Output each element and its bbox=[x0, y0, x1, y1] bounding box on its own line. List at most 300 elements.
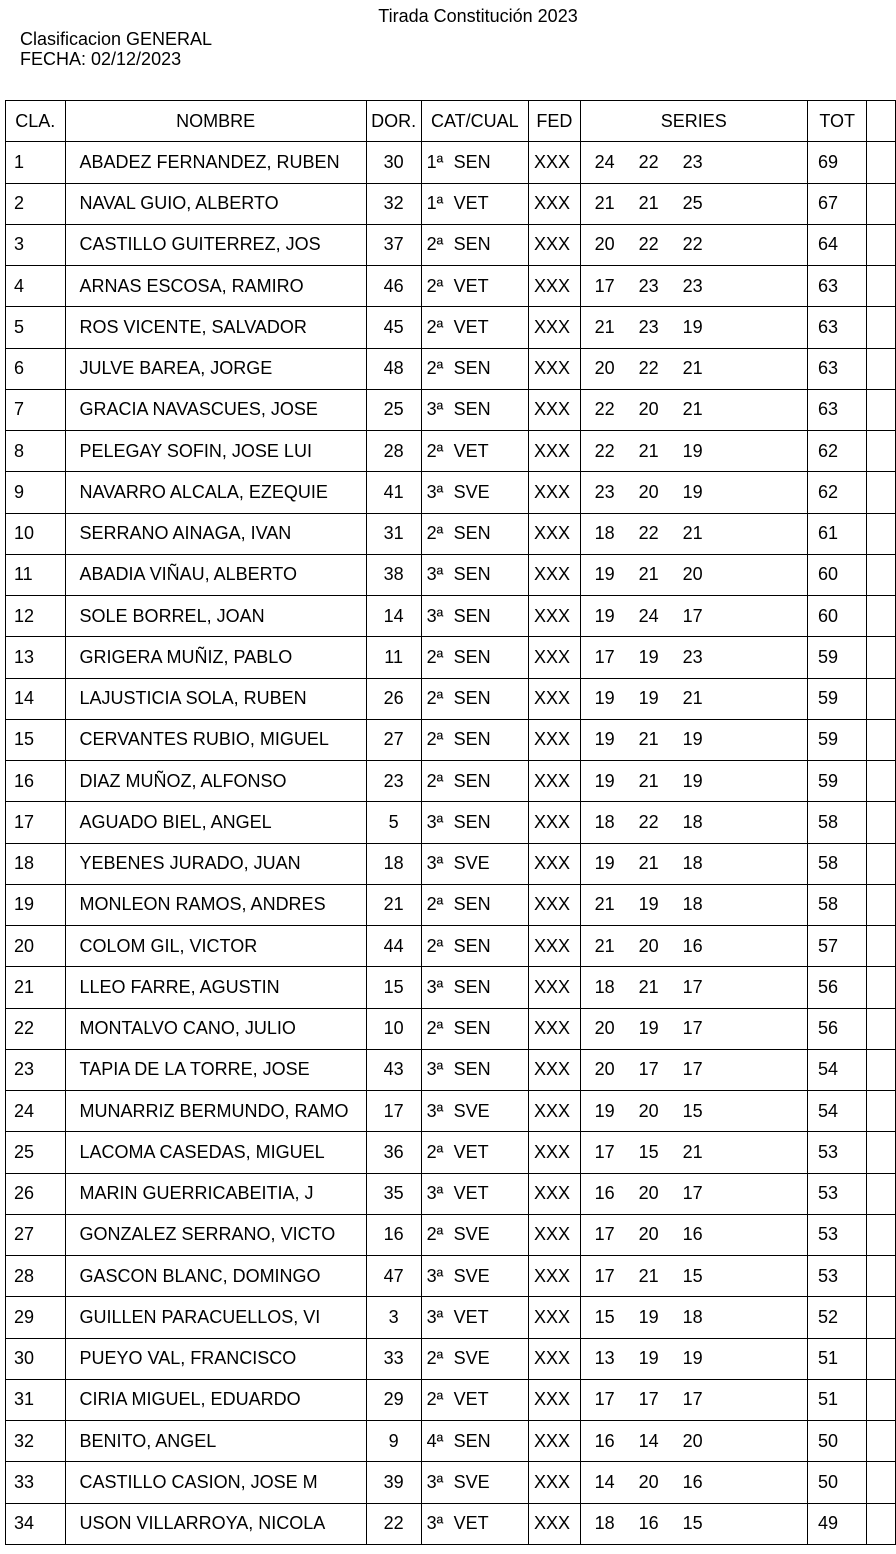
cell-cat-cual bbox=[421, 678, 528, 719]
cell-tot: 54 bbox=[807, 1049, 867, 1090]
cell-fed: XXX bbox=[529, 637, 581, 678]
cell-qualification: VET bbox=[453, 1513, 489, 1534]
series-3: 20 bbox=[682, 1430, 703, 1451]
cell-series bbox=[580, 1297, 807, 1338]
cell-dor: 46 bbox=[366, 266, 421, 307]
cell-tot: 63 bbox=[807, 389, 867, 430]
cell-qualification: VET bbox=[453, 316, 489, 337]
cell-cla: 4 bbox=[6, 266, 66, 307]
series-3: 15 bbox=[682, 1265, 703, 1286]
series-3: 17 bbox=[682, 1059, 703, 1080]
cell-qualification: VET bbox=[453, 275, 489, 296]
series-1: 21 bbox=[594, 316, 615, 337]
cell-tot: 63 bbox=[807, 266, 867, 307]
table-row bbox=[6, 967, 896, 1008]
cell-nombre: YEBENES JURADO, JUAN bbox=[65, 843, 366, 884]
cell-series bbox=[580, 1132, 807, 1173]
cell-tot: 50 bbox=[807, 1462, 867, 1503]
cell-series bbox=[580, 1462, 807, 1503]
series-2: 20 bbox=[638, 935, 659, 956]
cell-tot: 58 bbox=[807, 802, 867, 843]
series-3: 20 bbox=[682, 564, 703, 585]
cell-qualification: VET bbox=[453, 1183, 489, 1204]
series-2: 19 bbox=[638, 1348, 659, 1369]
cell-fed: XXX bbox=[529, 1379, 581, 1420]
cell-tot: 63 bbox=[807, 348, 867, 389]
cell-category: 3ª bbox=[426, 1100, 444, 1121]
cell-tot: 63 bbox=[807, 307, 867, 348]
cell-tot: 59 bbox=[807, 678, 867, 719]
cell-extra bbox=[867, 678, 896, 719]
cell-dor: 11 bbox=[366, 637, 421, 678]
cell-nombre: ABADIA VIÑAU, ALBERTO bbox=[65, 554, 366, 595]
cell-series bbox=[580, 1008, 807, 1049]
cell-fed: XXX bbox=[529, 1421, 581, 1462]
series-3: 21 bbox=[682, 688, 703, 709]
cell-fed: XXX bbox=[529, 266, 581, 307]
cell-category: 3ª bbox=[426, 399, 444, 420]
series-3: 18 bbox=[682, 811, 703, 832]
series-3: 21 bbox=[682, 358, 703, 379]
cell-cat-cual bbox=[421, 266, 528, 307]
cell-cla: 24 bbox=[6, 1091, 66, 1132]
series-3: 18 bbox=[682, 853, 703, 874]
table-row bbox=[6, 1379, 896, 1420]
cell-qualification: SEN bbox=[453, 1059, 491, 1080]
cell-cat-cual bbox=[421, 761, 528, 802]
cell-qualification: SVE bbox=[453, 853, 490, 874]
cell-category: 3ª bbox=[426, 976, 444, 997]
cell-category: 2ª bbox=[426, 935, 444, 956]
cell-qualification: SEN bbox=[453, 935, 491, 956]
cell-extra bbox=[867, 1256, 896, 1297]
cell-fed: XXX bbox=[529, 1049, 581, 1090]
cell-cla: 21 bbox=[6, 967, 66, 1008]
cell-cat-cual bbox=[421, 1338, 528, 1379]
cell-cat-cual bbox=[421, 1214, 528, 1255]
cell-dor: 9 bbox=[366, 1421, 421, 1462]
cell-dor: 47 bbox=[366, 1256, 421, 1297]
cell-series bbox=[580, 1503, 807, 1544]
cell-series bbox=[580, 142, 807, 183]
table-row bbox=[6, 431, 896, 472]
cell-tot: 53 bbox=[807, 1173, 867, 1214]
series-3: 19 bbox=[682, 481, 703, 502]
cell-cla: 29 bbox=[6, 1297, 66, 1338]
cell-dor: 17 bbox=[366, 1091, 421, 1132]
cell-tot: 69 bbox=[807, 142, 867, 183]
cell-series bbox=[580, 1173, 807, 1214]
cell-category: 3ª bbox=[426, 1471, 444, 1492]
cell-fed: XXX bbox=[529, 472, 581, 513]
cell-dor: 23 bbox=[366, 761, 421, 802]
series-3: 19 bbox=[682, 770, 703, 791]
cell-qualification: SVE bbox=[453, 1224, 490, 1245]
cell-extra bbox=[867, 348, 896, 389]
cell-tot: 62 bbox=[807, 472, 867, 513]
series-1: 20 bbox=[594, 234, 615, 255]
series-2: 15 bbox=[638, 1141, 659, 1162]
series-2: 20 bbox=[638, 1183, 659, 1204]
cell-qualification: SEN bbox=[453, 1430, 491, 1451]
cell-series bbox=[580, 1338, 807, 1379]
series-1: 21 bbox=[594, 935, 615, 956]
table-row bbox=[6, 513, 896, 554]
cell-cla: 13 bbox=[6, 637, 66, 678]
series-2: 14 bbox=[638, 1430, 659, 1451]
table-row bbox=[6, 142, 896, 183]
series-2: 17 bbox=[638, 1389, 659, 1410]
cell-cla: 30 bbox=[6, 1338, 66, 1379]
cell-fed: XXX bbox=[529, 1503, 581, 1544]
series-1: 17 bbox=[594, 1265, 615, 1286]
cell-nombre: GONZALEZ SERRANO, VICTO bbox=[65, 1214, 366, 1255]
cell-fed: XXX bbox=[529, 431, 581, 472]
series-1: 19 bbox=[594, 770, 615, 791]
cell-dor: 27 bbox=[366, 719, 421, 760]
cell-extra bbox=[867, 719, 896, 760]
series-1: 20 bbox=[594, 358, 615, 379]
series-3: 19 bbox=[682, 440, 703, 461]
series-2: 19 bbox=[638, 894, 659, 915]
cell-nombre: ROS VICENTE, SALVADOR bbox=[65, 307, 366, 348]
table-row bbox=[6, 926, 896, 967]
cell-series bbox=[580, 884, 807, 925]
table-row bbox=[6, 1008, 896, 1049]
cell-fed: XXX bbox=[529, 348, 581, 389]
cell-category: 2ª bbox=[426, 523, 444, 544]
series-1: 18 bbox=[594, 976, 615, 997]
cell-cla: 20 bbox=[6, 926, 66, 967]
cell-nombre: TAPIA DE LA TORRE, JOSE bbox=[65, 1049, 366, 1090]
series-3: 19 bbox=[682, 1348, 703, 1369]
series-3: 17 bbox=[682, 1183, 703, 1204]
table-row bbox=[6, 307, 896, 348]
cell-tot: 58 bbox=[807, 884, 867, 925]
cell-fed: XXX bbox=[529, 1462, 581, 1503]
cell-dor: 29 bbox=[366, 1379, 421, 1420]
series-2: 19 bbox=[638, 646, 659, 667]
cell-tot: 51 bbox=[807, 1379, 867, 1420]
cell-cat-cual bbox=[421, 389, 528, 430]
cell-extra bbox=[867, 513, 896, 554]
cell-extra bbox=[867, 1173, 896, 1214]
cell-tot: 58 bbox=[807, 843, 867, 884]
series-2: 21 bbox=[638, 729, 659, 750]
series-1: 15 bbox=[594, 1306, 615, 1327]
series-1: 17 bbox=[594, 275, 615, 296]
cell-cat-cual bbox=[421, 307, 528, 348]
cell-category: 2ª bbox=[426, 234, 444, 255]
cell-dor: 31 bbox=[366, 513, 421, 554]
cell-category: 2ª bbox=[426, 440, 444, 461]
series-1: 19 bbox=[594, 853, 615, 874]
cell-category: 2ª bbox=[426, 358, 444, 379]
series-3: 18 bbox=[682, 1306, 703, 1327]
table-row bbox=[6, 1338, 896, 1379]
cell-extra bbox=[867, 1008, 896, 1049]
series-1: 18 bbox=[594, 811, 615, 832]
series-1: 19 bbox=[594, 688, 615, 709]
table-row bbox=[6, 1214, 896, 1255]
cell-extra bbox=[867, 1049, 896, 1090]
table-body bbox=[6, 142, 896, 1545]
series-1: 19 bbox=[594, 564, 615, 585]
cell-category: 1ª bbox=[426, 151, 444, 172]
cell-category: 3ª bbox=[426, 1513, 444, 1534]
cell-cat-cual bbox=[421, 1008, 528, 1049]
cell-extra bbox=[867, 554, 896, 595]
series-1: 17 bbox=[594, 1141, 615, 1162]
cell-qualification: SEN bbox=[453, 605, 491, 626]
cell-extra bbox=[867, 224, 896, 265]
cell-cla: 1 bbox=[6, 142, 66, 183]
cell-category: 2ª bbox=[426, 646, 444, 667]
table-row bbox=[6, 761, 896, 802]
cell-series bbox=[580, 431, 807, 472]
cell-dor: 22 bbox=[366, 1503, 421, 1544]
cell-series bbox=[580, 1214, 807, 1255]
cell-cla: 17 bbox=[6, 802, 66, 843]
cell-extra bbox=[867, 884, 896, 925]
series-3: 18 bbox=[682, 894, 703, 915]
cell-series bbox=[580, 224, 807, 265]
cell-series bbox=[580, 183, 807, 224]
cell-cat-cual bbox=[421, 183, 528, 224]
cell-series bbox=[580, 513, 807, 554]
cell-fed: XXX bbox=[529, 224, 581, 265]
cell-cla: 12 bbox=[6, 596, 66, 637]
series-1: 17 bbox=[594, 1389, 615, 1410]
cell-series bbox=[580, 348, 807, 389]
cell-cat-cual bbox=[421, 1256, 528, 1297]
cell-cat-cual bbox=[421, 1462, 528, 1503]
classification-label: Clasificacion GENERAL bbox=[20, 29, 213, 49]
cell-tot: 53 bbox=[807, 1132, 867, 1173]
cell-nombre: BENITO, ANGEL bbox=[65, 1421, 366, 1462]
column-header-fed: FED bbox=[529, 101, 581, 142]
cell-fed: XXX bbox=[529, 843, 581, 884]
series-1: 17 bbox=[594, 646, 615, 667]
cell-tot: 56 bbox=[807, 967, 867, 1008]
series-2: 21 bbox=[638, 193, 659, 214]
cell-cla: 7 bbox=[6, 389, 66, 430]
cell-extra bbox=[867, 1132, 896, 1173]
column-header-cat-cual: CAT/CUAL bbox=[421, 101, 528, 142]
series-2: 21 bbox=[638, 1265, 659, 1286]
cell-nombre: LAJUSTICIA SOLA, RUBEN bbox=[65, 678, 366, 719]
cell-cat-cual bbox=[421, 431, 528, 472]
table-row bbox=[6, 554, 896, 595]
series-3: 17 bbox=[682, 1018, 703, 1039]
table-row bbox=[6, 719, 896, 760]
series-3: 16 bbox=[682, 1224, 703, 1245]
cell-cat-cual bbox=[421, 719, 528, 760]
cell-category: 3ª bbox=[426, 1306, 444, 1327]
cell-series bbox=[580, 1256, 807, 1297]
cell-qualification: SEN bbox=[453, 151, 491, 172]
cell-category: 3ª bbox=[426, 481, 444, 502]
table-row bbox=[6, 678, 896, 719]
series-2: 21 bbox=[638, 976, 659, 997]
cell-category: 2ª bbox=[426, 1389, 444, 1410]
cell-cat-cual bbox=[421, 142, 528, 183]
date-label: FECHA: 02/12/2023 bbox=[20, 49, 182, 69]
column-header-series: SERIES bbox=[580, 101, 807, 142]
cell-fed: XXX bbox=[529, 719, 581, 760]
cell-fed: XXX bbox=[529, 389, 581, 430]
cell-nombre: USON VILLARROYA, NICOLA bbox=[65, 1503, 366, 1544]
cell-qualification: SEN bbox=[453, 646, 491, 667]
table-row bbox=[6, 348, 896, 389]
cell-nombre: ABADEZ FERNANDEZ, RUBEN bbox=[65, 142, 366, 183]
cell-nombre: JULVE BAREA, JORGE bbox=[65, 348, 366, 389]
cell-extra bbox=[867, 843, 896, 884]
cell-cat-cual bbox=[421, 1503, 528, 1544]
series-1: 13 bbox=[594, 1348, 615, 1369]
cell-tot: 53 bbox=[807, 1214, 867, 1255]
cell-dor: 25 bbox=[366, 389, 421, 430]
column-header-dor: DOR. bbox=[366, 101, 421, 142]
table-row bbox=[6, 1091, 896, 1132]
cell-nombre: CASTILLO CASION, JOSE M bbox=[65, 1462, 366, 1503]
cell-category: 2ª bbox=[426, 1348, 444, 1369]
cell-cla: 18 bbox=[6, 843, 66, 884]
cell-cla: 11 bbox=[6, 554, 66, 595]
series-3: 21 bbox=[682, 523, 703, 544]
series-2: 16 bbox=[638, 1513, 659, 1534]
table-row bbox=[6, 1421, 896, 1462]
cell-nombre: GUILLEN PARACUELLOS, VI bbox=[65, 1297, 366, 1338]
cell-qualification: SEN bbox=[453, 523, 491, 544]
cell-dor: 41 bbox=[366, 472, 421, 513]
cell-qualification: VET bbox=[453, 193, 489, 214]
series-1: 14 bbox=[594, 1471, 615, 1492]
cell-cat-cual bbox=[421, 967, 528, 1008]
cell-extra bbox=[867, 596, 896, 637]
cell-fed: XXX bbox=[529, 183, 581, 224]
cell-nombre: AGUADO BIEL, ANGEL bbox=[65, 802, 366, 843]
cell-extra bbox=[867, 761, 896, 802]
cell-tot: 67 bbox=[807, 183, 867, 224]
series-2: 19 bbox=[638, 688, 659, 709]
cell-fed: XXX bbox=[529, 1256, 581, 1297]
cell-cat-cual bbox=[421, 1173, 528, 1214]
cell-extra bbox=[867, 1297, 896, 1338]
cell-dor: 32 bbox=[366, 183, 421, 224]
cell-category: 2ª bbox=[426, 275, 444, 296]
series-2: 22 bbox=[638, 234, 659, 255]
table-row bbox=[6, 1462, 896, 1503]
cell-qualification: SVE bbox=[453, 1265, 490, 1286]
cell-cat-cual bbox=[421, 1379, 528, 1420]
cell-cla: 5 bbox=[6, 307, 66, 348]
series-3: 21 bbox=[682, 399, 703, 420]
cell-qualification: SVE bbox=[453, 1100, 490, 1121]
cell-cla: 25 bbox=[6, 1132, 66, 1173]
cell-category: 3ª bbox=[426, 564, 444, 585]
series-2: 22 bbox=[638, 151, 659, 172]
cell-extra bbox=[867, 967, 896, 1008]
column-header-cla: CLA. bbox=[6, 101, 66, 142]
series-3: 22 bbox=[682, 234, 703, 255]
cell-qualification: SEN bbox=[453, 894, 491, 915]
series-2: 23 bbox=[638, 275, 659, 296]
cell-qualification: SEN bbox=[453, 1018, 491, 1039]
cell-cat-cual bbox=[421, 472, 528, 513]
cell-cat-cual bbox=[421, 1132, 528, 1173]
cell-qualification: SVE bbox=[453, 1348, 490, 1369]
cell-tot: 64 bbox=[807, 224, 867, 265]
cell-fed: XXX bbox=[529, 926, 581, 967]
series-1: 19 bbox=[594, 605, 615, 626]
cell-extra bbox=[867, 266, 896, 307]
series-3: 23 bbox=[682, 151, 703, 172]
series-2: 21 bbox=[638, 853, 659, 874]
cell-extra bbox=[867, 142, 896, 183]
cell-dor: 35 bbox=[366, 1173, 421, 1214]
cell-cla: 31 bbox=[6, 1379, 66, 1420]
cell-qualification: SEN bbox=[453, 770, 491, 791]
series-1: 19 bbox=[594, 729, 615, 750]
series-1: 24 bbox=[594, 151, 615, 172]
cell-dor: 21 bbox=[366, 884, 421, 925]
cell-dor: 15 bbox=[366, 967, 421, 1008]
series-3: 15 bbox=[682, 1100, 703, 1121]
cell-tot: 59 bbox=[807, 761, 867, 802]
cell-dor: 18 bbox=[366, 843, 421, 884]
cell-dor: 36 bbox=[366, 1132, 421, 1173]
cell-nombre: SERRANO AINAGA, IVAN bbox=[65, 513, 366, 554]
cell-category: 2ª bbox=[426, 1141, 444, 1162]
cell-nombre: PELEGAY SOFIN, JOSE LUI bbox=[65, 431, 366, 472]
cell-qualification: SEN bbox=[453, 399, 491, 420]
table-row bbox=[6, 1173, 896, 1214]
cell-fed: XXX bbox=[529, 1297, 581, 1338]
table-row bbox=[6, 389, 896, 430]
cell-series bbox=[580, 761, 807, 802]
series-1: 16 bbox=[594, 1183, 615, 1204]
cell-cla: 15 bbox=[6, 719, 66, 760]
cell-cat-cual bbox=[421, 224, 528, 265]
cell-cat-cual bbox=[421, 926, 528, 967]
table-row bbox=[6, 1132, 896, 1173]
series-2: 22 bbox=[638, 811, 659, 832]
cell-nombre: MARIN GUERRICABEITIA, J bbox=[65, 1173, 366, 1214]
cell-nombre: ARNAS ESCOSA, RAMIRO bbox=[65, 266, 366, 307]
series-2: 20 bbox=[638, 1471, 659, 1492]
series-1: 16 bbox=[594, 1430, 615, 1451]
cell-fed: XXX bbox=[529, 1173, 581, 1214]
series-2: 20 bbox=[638, 399, 659, 420]
cell-fed: XXX bbox=[529, 884, 581, 925]
column-header-extra bbox=[867, 101, 896, 142]
series-3: 17 bbox=[682, 1389, 703, 1410]
table-row bbox=[6, 1256, 896, 1297]
document-title: Tirada Constitución 2023 bbox=[378, 6, 578, 26]
cell-cla: 22 bbox=[6, 1008, 66, 1049]
cell-tot: 51 bbox=[807, 1338, 867, 1379]
table-row bbox=[6, 843, 896, 884]
cell-series bbox=[580, 596, 807, 637]
cell-qualification: SVE bbox=[453, 1471, 490, 1492]
cell-extra bbox=[867, 1421, 896, 1462]
cell-extra bbox=[867, 926, 896, 967]
cell-dor: 28 bbox=[366, 431, 421, 472]
series-2: 23 bbox=[638, 316, 659, 337]
table-header-row bbox=[6, 101, 896, 142]
cell-tot: 60 bbox=[807, 554, 867, 595]
